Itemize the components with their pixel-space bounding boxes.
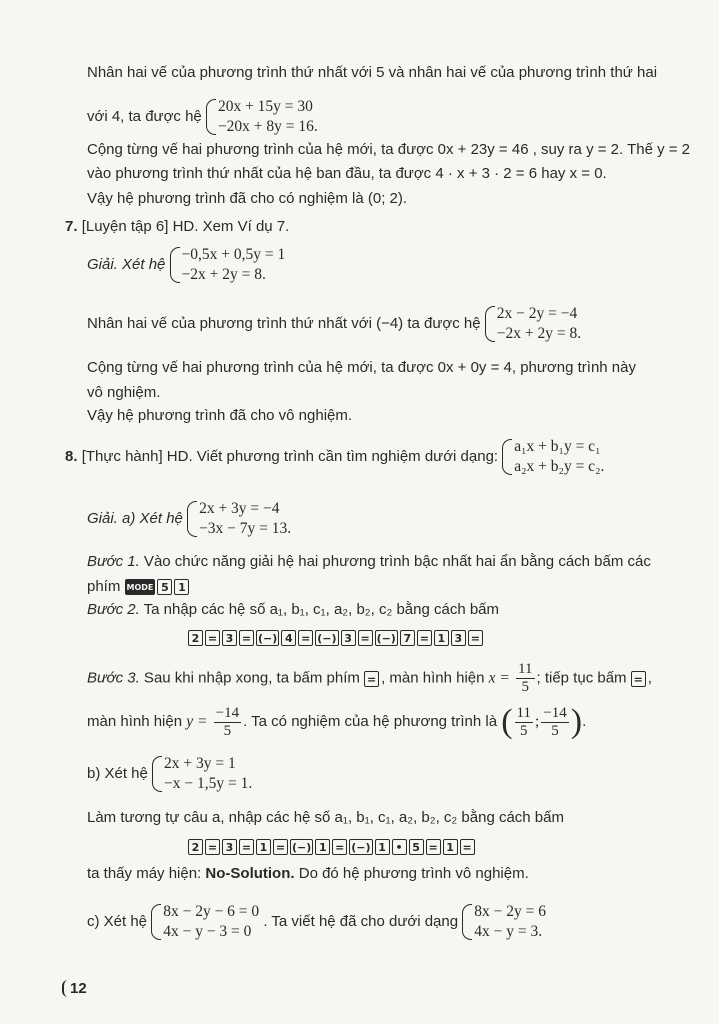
equation-system <box>151 902 259 942</box>
paren: ( <box>501 703 513 741</box>
text: ; tiếp tục bấm <box>536 669 627 687</box>
calculator-key: 1 <box>256 839 271 855</box>
paragraph-line <box>87 499 291 539</box>
equation: 2x + 3y = 1 <box>164 755 236 772</box>
math: y = <box>186 713 208 730</box>
giai-label: Giải. a) Xét hệ <box>87 509 183 527</box>
equation: −3x − 7y = 13. <box>199 520 292 537</box>
calculator-key: (−) <box>292 841 312 855</box>
paragraph-line: vô nghiệm. <box>87 384 161 401</box>
equation-system <box>462 902 546 942</box>
paragraph-line <box>87 97 318 137</box>
step-label: Bước 3. <box>87 669 140 687</box>
paragraph-line: Làm tương tự câu a, nhập các hệ số a₁, b₁, c₁, a₂, b₂, c₂ bằng cách bấm <box>87 809 564 826</box>
calculator-key: (−) <box>317 632 337 646</box>
calculator-key: = <box>358 630 373 646</box>
denominator: 5 <box>223 722 232 739</box>
paragraph-line <box>87 577 191 597</box>
calculator-key-sequence <box>188 629 485 646</box>
equation: 8x − 2y = 6 <box>474 903 546 920</box>
calculator-key: 1 <box>174 579 189 595</box>
text: phím <box>87 578 121 595</box>
calculator-key: (−) <box>376 632 396 646</box>
exercise-number: 7. <box>65 218 78 235</box>
paragraph-line <box>87 754 252 794</box>
fraction <box>214 705 241 740</box>
calculator-key: 1 <box>375 839 390 855</box>
paragraph-line: Vậy hệ phương trình đã cho có nghiệm là (0; 2). <box>87 190 408 207</box>
paragraph-line <box>87 702 586 742</box>
text: , <box>647 669 652 687</box>
text: c) Xét hệ <box>87 912 148 930</box>
calculator-key: = <box>364 671 379 687</box>
text: Vào chức năng giải hệ hai phương trình bậc nhất hai ẩn bằng cách bấm các <box>139 553 651 570</box>
giai-label: Giải. Xét hệ <box>87 255 166 273</box>
separator: ; <box>535 713 540 730</box>
calculator-key: 2 <box>188 630 203 646</box>
paragraph-line <box>87 552 651 572</box>
paragraph-line: vào phương trình thứ nhất của hệ ban đầu, ta được 4 · x + 3 · 2 = 6 hay x = 0. <box>87 165 607 182</box>
calculator-key: (−) <box>258 632 278 646</box>
no-solution-text: No-Solution. <box>205 865 295 882</box>
equation-system <box>187 499 291 539</box>
calculator-key: 2 <box>188 839 203 855</box>
step-label: Bước 1. <box>87 553 140 570</box>
fraction <box>541 705 568 740</box>
paragraph-line <box>87 304 581 344</box>
numerator: 11 <box>518 661 533 677</box>
exercise-heading: [Luyện tập 6] HD. Xem Ví dụ 7. <box>81 218 290 235</box>
numerator: 11 <box>516 704 531 721</box>
calculator-key: 5 <box>157 579 172 595</box>
paragraph-line: Vậy hệ phương trình đã cho vô nghiệm. <box>87 407 353 424</box>
calculator-key: 3 <box>222 839 237 855</box>
equation: −x − 1,5y = 1. <box>164 775 253 792</box>
calculator-key: = <box>631 671 646 687</box>
exercise-7-heading <box>65 217 289 237</box>
exercise-heading: [Thực hành] HD. Viết phương trình cần tìm nghiệm dưới dạng: <box>81 447 499 465</box>
calculator-key: = <box>426 839 441 855</box>
fraction <box>516 661 534 696</box>
equation: 2x + 3y = −4 <box>199 500 280 517</box>
page-number: 12 <box>62 980 87 997</box>
calculator-key: 3 <box>222 630 237 646</box>
text: . Ta có nghiệm của hệ phương trình là <box>243 713 498 730</box>
equation-system <box>152 754 252 794</box>
calculator-key: 7 <box>400 630 415 646</box>
text: ta thấy máy hiện: <box>87 865 206 882</box>
numerator: −14 <box>543 704 567 721</box>
denominator: 5 <box>521 679 530 695</box>
equation: 4x − y − 3 = 0 <box>163 923 252 940</box>
calculator-key-sequence <box>188 838 477 855</box>
paragraph-line <box>87 600 499 620</box>
paragraph-line <box>87 864 529 884</box>
calculator-key: = <box>205 839 220 855</box>
equation: a₂x + b₂y = c₂. <box>514 458 605 475</box>
calculator-key: 3 <box>341 630 356 646</box>
step-label: Bước 2. <box>87 601 140 618</box>
calculator-key: 1 <box>434 630 449 646</box>
calculator-key: 1 <box>315 839 330 855</box>
exercise-8-heading <box>65 437 604 477</box>
text: b) Xét hệ <box>87 764 148 782</box>
text: Ta nhập các hệ số a₁, b₁, c₁, a₂, b₂, c₂ bằng cách bấm <box>139 601 500 618</box>
calculator-key: = <box>417 630 432 646</box>
denominator: 5 <box>520 722 528 739</box>
calculator-key: 5 <box>409 839 424 855</box>
text: . Ta viết hệ đã cho dưới dạng <box>263 912 459 930</box>
paren: ) <box>570 703 583 741</box>
calculator-key: 1 <box>443 839 458 855</box>
paragraph-line: Nhân hai vế của phương trình thứ nhất với 5 và nhân hai vế của phương trình thứ hai <box>87 64 658 81</box>
calculator-key: 4 <box>281 630 296 646</box>
equation-system <box>502 437 604 477</box>
equation: −2x + 2y = 8. <box>496 325 582 342</box>
paragraph-line <box>87 902 546 942</box>
exercise-number: 8. <box>65 447 78 465</box>
equation-system <box>485 304 581 344</box>
equation: −20x + 8y = 16. <box>217 118 318 135</box>
text: màn hình hiện <box>87 713 183 730</box>
denominator: 5 <box>551 722 559 739</box>
calculator-key: = <box>239 630 254 646</box>
text: , màn hình hiện <box>381 669 485 687</box>
text: với 4, ta được hệ <box>87 107 202 125</box>
calculator-key: = <box>273 839 288 855</box>
paragraph-line <box>87 245 285 285</box>
text: Nhân hai vế của phương trình thứ nhất với (−4) ta được hệ <box>87 314 481 332</box>
calculator-key: = <box>239 839 254 855</box>
calculator-key: = <box>460 839 475 855</box>
text: . <box>582 713 587 730</box>
paragraph-line <box>87 661 652 695</box>
text: Sau khi nhập xong, ta bấm phím <box>139 669 360 687</box>
calculator-key: • <box>392 839 407 855</box>
calculator-key: = <box>468 630 483 646</box>
fraction <box>515 705 533 740</box>
equation: 20x + 15y = 30 <box>217 98 313 115</box>
paragraph-line: Cộng từng vế hai phương trình của hệ mới, ta được 0x + 23y = 46 , suy ra y = 2. Thế y = 2 <box>87 141 691 158</box>
math: x = <box>488 669 510 687</box>
paragraph-line: Cộng từng vế hai phương trình của hệ mới, ta được 0x + 0y = 4, phương trình này <box>87 359 636 376</box>
equation: a₁x + b₁y = c₁ <box>514 438 601 455</box>
calculator-key: (−) <box>351 841 371 855</box>
text: Do đó hệ phương trình vô nghiệm. <box>294 865 529 882</box>
calculator-key: = <box>298 630 313 646</box>
equation: 2x − 2y = −4 <box>496 305 578 322</box>
numerator: −14 <box>215 704 240 721</box>
calculator-key: MODE <box>125 579 156 595</box>
equation: 4x − y = 3. <box>474 923 543 940</box>
equation-system <box>170 245 286 285</box>
equation: −2x + 2y = 8. <box>181 266 266 283</box>
calculator-key: = <box>332 839 347 855</box>
calculator-key: 3 <box>451 630 466 646</box>
equation-system <box>206 97 318 137</box>
equation: −0,5x + 0,5y = 1 <box>181 246 286 263</box>
equation: 8x − 2y − 6 = 0 <box>163 903 260 920</box>
calculator-key: = <box>205 630 220 646</box>
